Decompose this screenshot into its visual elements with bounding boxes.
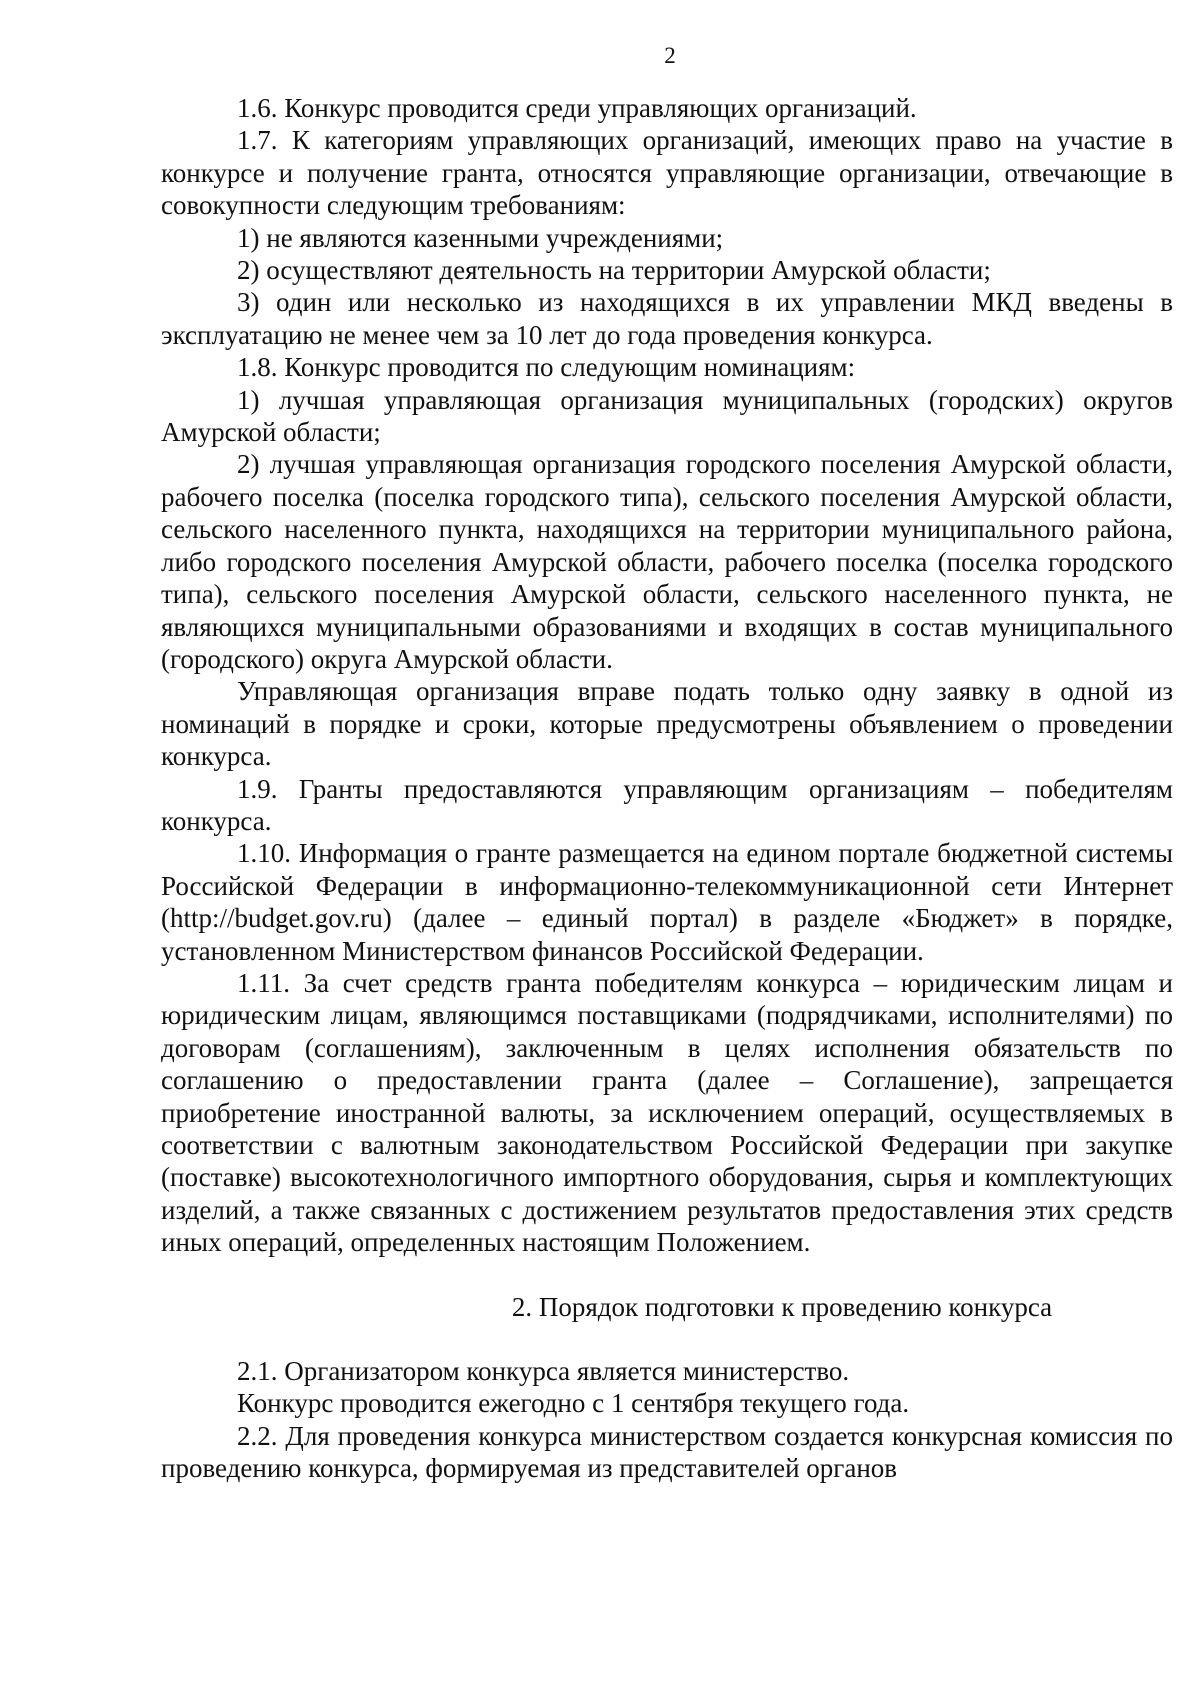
document-body — [161, 92, 1173, 1485]
paragraph-1-10: 1.10. Информация о гранте размещается на едином портале бюджетной системы Российской Федерации в информационно-телекоммуникационной сети Интернет (http://budget.gov.ru) (далее – единый портал) в разделе «Бюджет» в порядке, установленном Министерством финансов Российской Федерации. — [161, 838, 1173, 966]
spacer — [161, 1323, 1173, 1355]
list-item-1-8-1: 1) лучшая управляющая организация муниципальных (городских) округов Амурской области; — [161, 384, 1173, 448]
list-item-1-7-2: 2) осуществляют деятельность на территории Амурской области; — [237, 255, 991, 286]
list-item-1-7-1: 1) не являются казенными учреждениями; — [237, 222, 724, 253]
paragraph-1-7: 1.7. К категориям управляющих организаций, имеющих право на участие в конкурсе и получение гранта, относятся управляющие организации, отвечающие в совокупности следующим требованиям: — [161, 125, 1173, 221]
paragraph-application-rule: Управляющая организация вправе подать только одну заявку в одной из номинаций в порядке и сроки, которые предусмотрены объявлением о проведении конкурса. — [161, 676, 1173, 772]
paragraph-1-6: 1.6. Конкурс проводится среди управляющих организаций. — [237, 93, 917, 123]
spacer — [161, 1259, 1173, 1291]
list-item-1-7-3: 3) один или несколько из находящихся в их управлении МКД введены в эксплуатацию не менее чем за 10 лет до года проведения конкурса. — [161, 287, 1173, 350]
list-item-1-8-2: 2) лучшая управляющая организация городского поселения Амурской области, рабочего поселка (поселка городского типа), сельского поселения Амурской области, сельского населенного пункта, находящихся на территории муниципального района, либо городского поселения Амурской области, рабочего поселка (поселка городского типа), сельского поселения Амурской области, сельского населенного пункта, не являющихся муниципальными образованиями и входящих в состав муниципального (городского) округа Амурской области. — [161, 449, 1173, 674]
paragraph-2-1: 2.1. Организатором конкурса является министерство. — [237, 1356, 850, 1387]
paragraph-2-1-schedule: Конкурс проводится ежегодно с 1 сентября текущего года. — [237, 1388, 910, 1419]
paragraph-1-9: 1.9. Гранты предоставляются управляющим организациям – победителям конкурса. — [161, 773, 1173, 836]
paragraph-1-11: 1.11. За счет средств гранта победителям конкурса – юридическим лицам и юридическим лицам, являющимся поставщиками (подрядчиками, исполнителями) по договорам (соглашениям), заключенным в целях исполнения обязательств по соглашению о предоставлении гранта (далее – Соглашение), запрещается приобретение иностранной валюты, за исключением операций, осуществляемых в соответствии с валютным законодательством Российской Федерации при закупке (поставке) высокотехнологичного импортного оборудования, сырья и комплектующих изделий, а также связанных с достижением результатов предоставления этих средств иных операций, определенных настоящим Положением. — [161, 967, 1173, 1258]
page-number: 2 — [664, 43, 676, 68]
section-heading: 2. Порядок подготовки к проведению конкурса — [511, 1291, 1053, 1322]
paragraph-1-8: 1.8. Конкурс проводится по следующим номинациям: — [237, 352, 856, 383]
paragraph-2-2: 2.2. Для проведения конкурса министерством создается конкурсная комиссия по проведению конкурса, формируемая из представителей органов — [161, 1420, 1173, 1484]
